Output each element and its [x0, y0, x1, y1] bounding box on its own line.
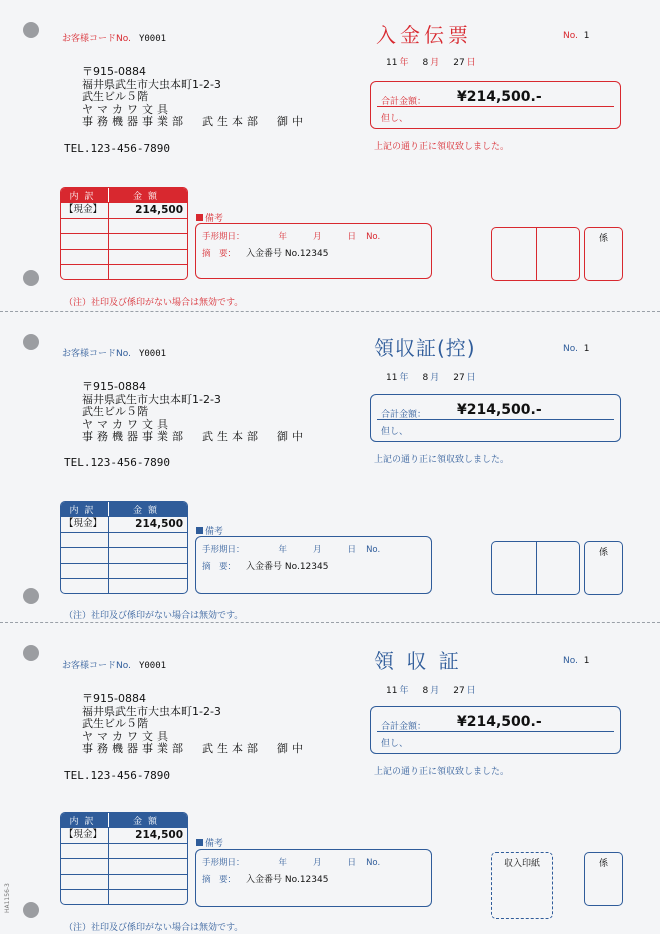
slip-title: 領 収 証	[374, 649, 462, 673]
postal-code: 〒915-0884	[82, 65, 146, 78]
slip-number	[563, 656, 589, 666]
date-month-unit: 月	[430, 58, 440, 68]
header-amount: 金額	[132, 505, 163, 516]
row-item	[61, 875, 109, 890]
row-amount	[109, 890, 187, 905]
header-item: 内訳	[61, 188, 109, 202]
row-amount	[109, 265, 187, 280]
total-amount: ¥214,500.-	[457, 89, 542, 105]
address-line2: 武生ビル５階	[82, 717, 148, 730]
stamp-divider	[536, 228, 537, 280]
telephone: TEL.123-456-7890	[64, 769, 170, 782]
bill-no-label: No.	[366, 858, 381, 868]
slip-ryoshusho-hikae	[0, 311, 660, 622]
date-day-unit: 日	[466, 686, 476, 696]
memo-label-text: 備考	[205, 527, 224, 537]
date-month: 8	[422, 58, 429, 68]
binder-hole	[23, 588, 39, 604]
binder-hole	[23, 270, 39, 286]
table-row	[61, 563, 187, 579]
received-statement: 上記の通り正に領収致しました。	[374, 455, 510, 465]
table-row	[61, 858, 187, 874]
table-row	[61, 249, 187, 265]
table-row	[61, 578, 187, 594]
recipient-address	[82, 693, 307, 756]
header-amount: 金額	[132, 816, 163, 827]
table-row	[61, 889, 187, 905]
breakdown-header	[61, 188, 187, 202]
kakari-box	[584, 852, 623, 906]
row-item	[61, 579, 109, 594]
postal-code: 〒915-0884	[82, 380, 146, 393]
row-item	[61, 548, 109, 563]
bill-due-label: 手形期日：	[202, 858, 245, 868]
table-row	[61, 516, 187, 532]
address-line1: 福井県武生市大虫本町1-2-3	[82, 704, 221, 718]
row-amount	[109, 250, 187, 265]
form-number: HA1156-3	[4, 883, 11, 913]
address-line1: 福井県武生市大虫本町1-2-3	[82, 392, 221, 406]
date-day: 27	[453, 58, 465, 68]
recipient-address	[82, 381, 307, 444]
row-amount	[109, 533, 187, 548]
tekiyo-row	[202, 872, 328, 885]
date-month: 8	[422, 373, 429, 383]
square-bullet-icon	[196, 214, 203, 221]
bill-no-label: No.	[366, 545, 381, 555]
row-item	[61, 844, 109, 859]
bill-due-row	[202, 230, 380, 242]
tekiyo-label: 摘 要：	[202, 562, 237, 572]
row-amount: 214,500	[135, 829, 183, 841]
date-year: 11	[386, 686, 398, 696]
row-item	[61, 219, 109, 234]
revenue-stamp-label: 収入印紙	[503, 859, 540, 869]
memo-label-text: 備考	[205, 214, 224, 224]
row-item	[61, 250, 109, 265]
amount-box	[370, 394, 621, 442]
row-amount	[109, 875, 187, 890]
date-year: 11	[386, 58, 398, 68]
table-row	[61, 233, 187, 249]
postal-code: 〒915-0884	[82, 692, 146, 705]
telephone: TEL.123-456-7890	[64, 456, 170, 469]
slip-ryoshusho	[0, 622, 660, 934]
customer-code-value: Y0001	[138, 34, 167, 44]
tekiyo-value: 入金番号 No.12345	[246, 249, 329, 259]
table-row	[61, 547, 187, 563]
memo-label	[196, 836, 223, 849]
stamp-box	[491, 227, 580, 281]
bill-day-unit: 日	[347, 545, 357, 555]
company-name: ヤマカワ文具	[82, 417, 172, 431]
row-amount: 214,500	[135, 518, 183, 530]
address-line1: 福井県武生市大虫本町1-2-3	[82, 77, 221, 91]
bill-month-unit: 月	[313, 858, 322, 868]
department-name: 事務機器事業部 武生本部 御中	[82, 115, 307, 128]
tekiyo-label: 摘 要：	[202, 249, 237, 259]
tadashi-label: 但し、	[381, 114, 409, 124]
kakari-label: 係	[598, 234, 608, 244]
date-day: 27	[453, 686, 465, 696]
recipient-address	[82, 66, 307, 129]
address-line2: 武生ビル５階	[82, 405, 148, 418]
total-label: 合計金額：	[381, 722, 427, 732]
address-line2: 武生ビル５階	[82, 90, 148, 103]
bill-due-label: 手形期日：	[202, 545, 245, 555]
date-year: 11	[386, 373, 398, 383]
binder-hole	[23, 902, 39, 918]
row-item	[61, 234, 109, 249]
date-month-unit: 月	[430, 373, 440, 383]
customer-code	[62, 31, 166, 44]
breakdown-header	[61, 502, 187, 516]
binder-hole	[23, 22, 39, 38]
bill-year-unit: 年	[278, 545, 288, 555]
amount-underline	[377, 419, 614, 420]
bill-year-unit: 年	[278, 232, 288, 242]
table-row	[61, 532, 187, 548]
breakdown-table	[60, 812, 188, 905]
stamp-divider	[536, 542, 537, 594]
table-row	[61, 264, 187, 280]
issue-date	[386, 55, 490, 68]
date-month-unit: 月	[430, 686, 440, 696]
amount-box	[370, 81, 621, 129]
kakari-box	[584, 541, 623, 595]
memo-label-text: 備考	[205, 839, 224, 849]
issue-date	[386, 683, 490, 696]
row-item	[61, 265, 109, 280]
slip-number-label: No.	[563, 31, 578, 41]
header-amount: 金額	[132, 191, 163, 202]
tadashi-label: 但し、	[381, 427, 409, 437]
validity-note: （注）社印及び係印がない場合は無効です。	[64, 611, 244, 621]
customer-code-label: お客様コードNo.	[62, 34, 131, 44]
slip-title: 入金伝票	[376, 23, 472, 47]
bill-due-row	[202, 543, 380, 555]
row-item: 【現金】	[61, 517, 109, 532]
row-item	[61, 859, 109, 874]
square-bullet-icon	[196, 527, 203, 534]
date-year-unit: 年	[399, 373, 409, 383]
tekiyo-label: 摘 要：	[202, 875, 237, 885]
kakari-box	[584, 227, 623, 281]
row-amount	[109, 859, 187, 874]
breakdown-table	[60, 187, 188, 280]
date-day-unit: 日	[466, 58, 476, 68]
tekiyo-row	[202, 559, 328, 572]
memo-box	[195, 536, 432, 594]
slip-number-value: 1	[583, 656, 590, 666]
table-row	[61, 218, 187, 234]
validity-note: （注）社印及び係印がない場合は無効です。	[64, 298, 244, 308]
row-amount	[109, 548, 187, 563]
row-item	[61, 890, 109, 905]
row-amount	[109, 579, 187, 594]
row-item	[61, 564, 109, 579]
tekiyo-row	[202, 246, 328, 259]
amount-underline	[377, 106, 614, 107]
slip-number	[563, 31, 589, 41]
slip-number-value: 1	[583, 31, 590, 41]
binder-hole	[23, 334, 39, 350]
tadashi-label: 但し、	[381, 739, 409, 749]
date-year-unit: 年	[399, 686, 409, 696]
revenue-stamp-box	[491, 852, 553, 919]
row-item: 【現金】	[61, 203, 109, 218]
slip-number-label: No.	[563, 344, 578, 354]
row-amount	[109, 219, 187, 234]
breakdown-table	[60, 501, 188, 594]
company-name: ヤマカワ文具	[82, 729, 172, 743]
customer-code-value: Y0001	[138, 661, 167, 671]
tekiyo-value: 入金番号 No.12345	[246, 562, 329, 572]
company-name: ヤマカワ文具	[82, 102, 172, 116]
received-statement: 上記の通り正に領収致しました。	[374, 142, 510, 152]
slip-number	[563, 344, 589, 354]
received-statement: 上記の通り正に領収致しました。	[374, 767, 510, 777]
total-amount: ¥214,500.-	[457, 402, 542, 418]
table-row	[61, 874, 187, 890]
bill-month-unit: 月	[313, 545, 322, 555]
customer-code-label: お客様コードNo.	[62, 349, 131, 359]
amount-underline	[377, 731, 614, 732]
row-amount	[109, 564, 187, 579]
department-name: 事務機器事業部 武生本部 御中	[82, 742, 307, 755]
breakdown-header	[61, 813, 187, 827]
bill-day-unit: 日	[347, 232, 357, 242]
customer-code	[62, 658, 166, 671]
table-row	[61, 202, 187, 218]
customer-code	[62, 346, 166, 359]
row-item: 【現金】	[61, 828, 109, 843]
header-item: 内訳	[61, 502, 109, 516]
issue-date	[386, 370, 490, 383]
customer-code-value: Y0001	[138, 349, 167, 359]
row-amount: 214,500	[135, 204, 183, 216]
bill-month-unit: 月	[313, 232, 322, 242]
memo-box	[195, 223, 432, 279]
department-name: 事務機器事業部 武生本部 御中	[82, 430, 307, 443]
customer-code-label: お客様コードNo.	[62, 661, 131, 671]
table-row	[61, 827, 187, 843]
date-month: 8	[422, 686, 429, 696]
kakari-label: 係	[598, 548, 608, 558]
row-amount	[109, 844, 187, 859]
row-amount	[109, 234, 187, 249]
bill-no-label: No.	[366, 232, 381, 242]
total-amount: ¥214,500.-	[457, 714, 542, 730]
tekiyo-value: 入金番号 No.12345	[246, 875, 329, 885]
validity-note: （注）社印及び係印がない場合は無効です。	[64, 923, 244, 933]
date-day: 27	[453, 373, 465, 383]
bill-year-unit: 年	[278, 858, 288, 868]
slip-number-value: 1	[583, 344, 590, 354]
telephone: TEL.123-456-7890	[64, 142, 170, 155]
memo-box	[195, 849, 432, 907]
kakari-label: 係	[598, 859, 608, 869]
slip-title: 領収証(控)	[374, 336, 476, 360]
total-label: 合計金額：	[381, 97, 427, 107]
bill-due-label: 手形期日：	[202, 232, 245, 242]
total-label: 合計金額：	[381, 410, 427, 420]
table-row	[61, 843, 187, 859]
header-item: 内訳	[61, 813, 109, 827]
bill-due-row	[202, 856, 380, 868]
amount-box	[370, 706, 621, 754]
binder-hole	[23, 645, 39, 661]
bill-day-unit: 日	[347, 858, 357, 868]
slip-nyukin-denpyo	[0, 0, 660, 311]
stamp-box	[491, 541, 580, 595]
square-bullet-icon	[196, 839, 203, 846]
date-day-unit: 日	[466, 373, 476, 383]
row-item	[61, 533, 109, 548]
date-year-unit: 年	[399, 58, 409, 68]
slip-number-label: No.	[563, 656, 578, 666]
